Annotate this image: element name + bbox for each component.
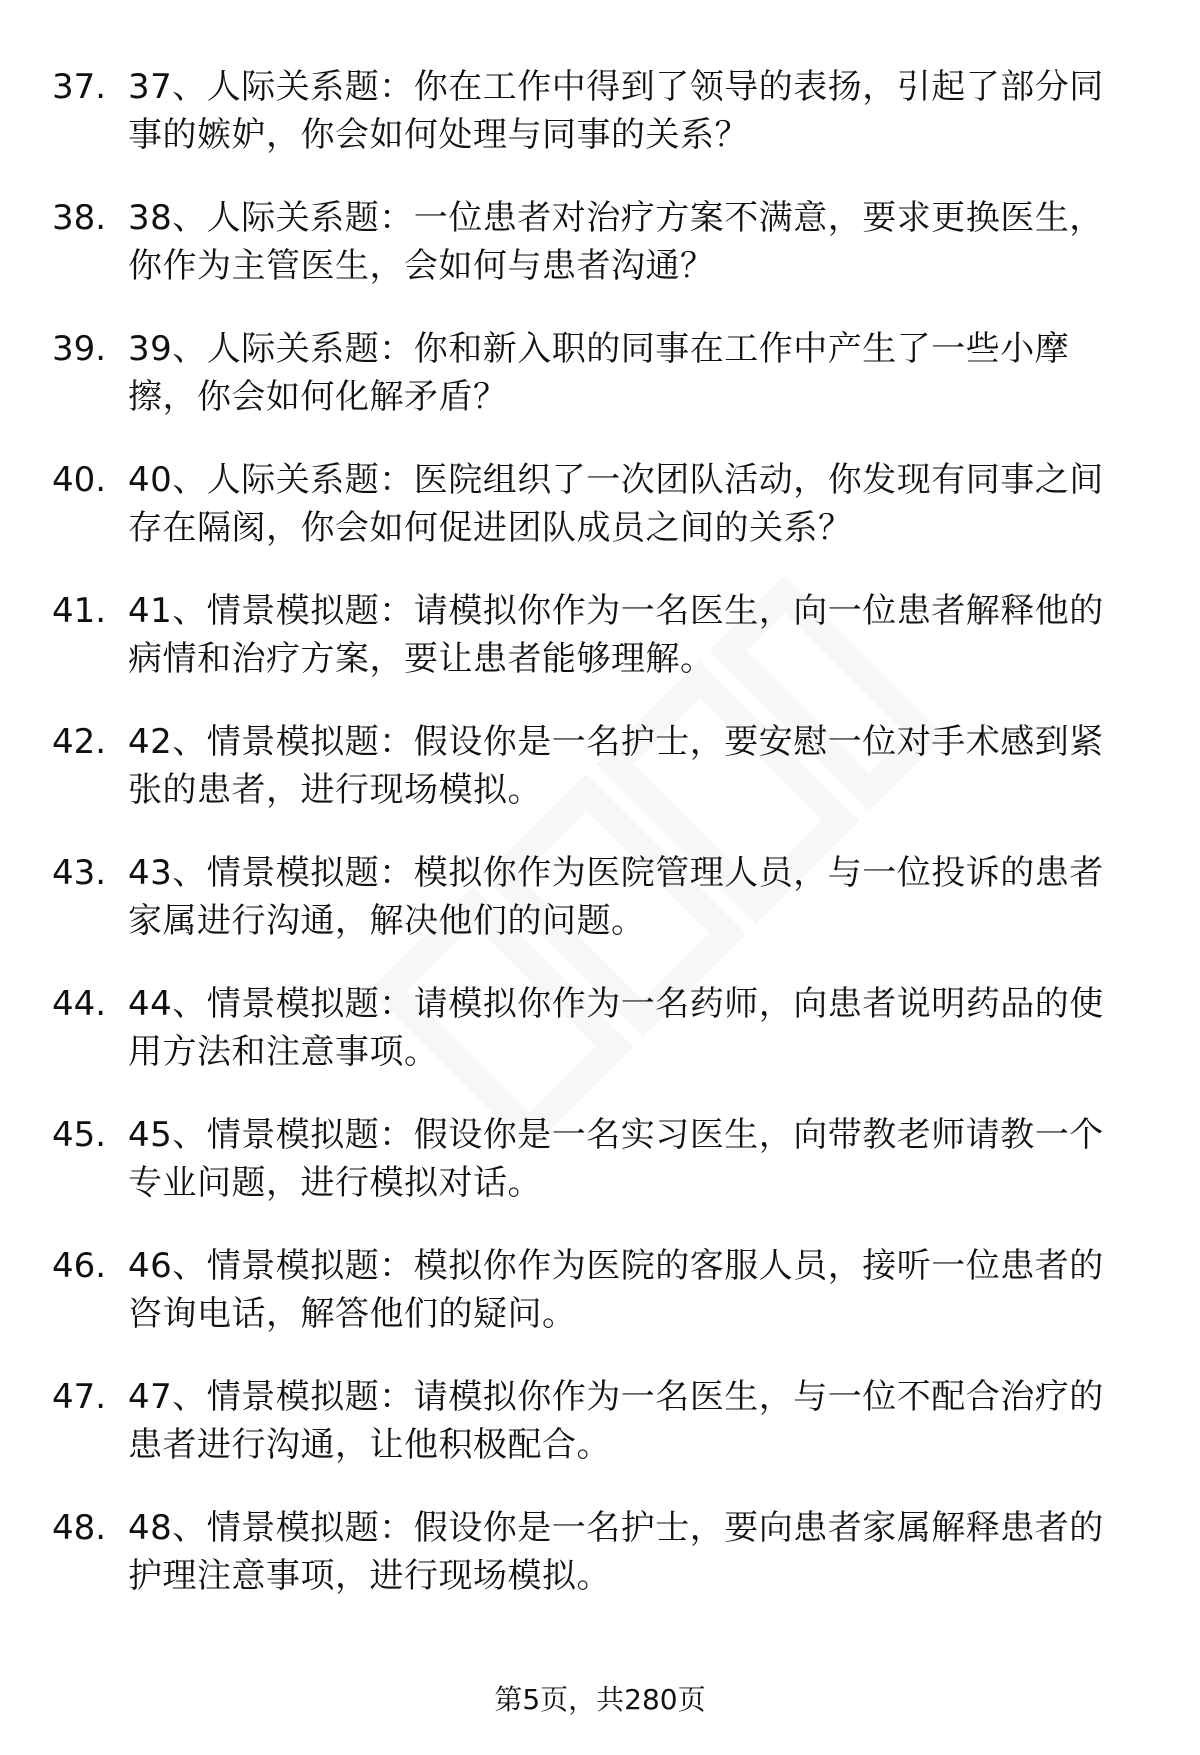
question-item: [52, 841, 1152, 972]
question-text: 38、人际关系题：一位患者对治疗方案不满意，要求更换医生，你作为主管医生，会如何与患者沟通？: [128, 198, 1104, 286]
page-number-footer: 第5页，共280页: [494, 1683, 706, 1716]
question-item: [52, 1103, 1152, 1234]
question-number: 37.: [52, 67, 107, 107]
question-text: 43、情景模拟题：模拟你作为医院管理人员，与一位投诉的患者家属进行沟通，解决他们的问题。: [128, 853, 1104, 941]
question-item: [52, 1365, 1152, 1496]
question-text: 39、人际关系题：你和新入职的同事在工作中产生了一些小摩擦，你会如何化解矛盾？: [128, 329, 1070, 417]
question-number: 38.: [52, 198, 107, 238]
question-item: [52, 55, 1152, 186]
question-number: 41.: [52, 591, 107, 631]
question-text: 42、情景模拟题：假设你是一名护士，要安慰一位对手术感到紧张的患者，进行现场模拟。: [128, 722, 1104, 810]
question-number: 42.: [52, 722, 107, 762]
question-item: [52, 579, 1152, 710]
question-text: 47、情景模拟题：请模拟你作为一名医生，与一位不配合治疗的患者进行沟通，让他积极配合。: [128, 1377, 1104, 1465]
question-text: 44、情景模拟题：请模拟你作为一名药师，向患者说明药品的使用方法和注意事项。: [128, 984, 1104, 1072]
question-text: 46、情景模拟题：模拟你作为医院的客服人员，接听一位患者的咨询电话，解答他们的疑问。: [128, 1246, 1104, 1334]
question-item: [52, 1496, 1152, 1627]
question-item: [52, 448, 1152, 579]
question-number: 46.: [52, 1246, 107, 1286]
question-list: [52, 55, 1152, 1627]
question-number: 44.: [52, 984, 107, 1024]
question-item: [52, 1234, 1152, 1365]
question-text: 48、情景模拟题：假设你是一名护士，要向患者家属解释患者的护理注意事项，进行现场模拟。: [128, 1508, 1104, 1596]
question-number: 47.: [52, 1377, 107, 1417]
question-text: 41、情景模拟题：请模拟你作为一名医生，向一位患者解释他的病情和治疗方案，要让患者能够理解。: [128, 591, 1104, 679]
question-text: 40、人际关系题：医院组织了一次团队活动，你发现有同事之间存在隔阂，你会如何促进团队成员之间的关系？: [128, 460, 1104, 548]
question-number: 39.: [52, 329, 107, 369]
question-item: [52, 317, 1152, 448]
question-item: [52, 186, 1152, 317]
question-number: 40.: [52, 460, 107, 500]
question-item: [52, 710, 1152, 841]
question-text: 37、人际关系题：你在工作中得到了领导的表扬，引起了部分同事的嫉妒，你会如何处理与同事的关系？: [128, 67, 1104, 155]
question-number: 48.: [52, 1508, 107, 1548]
question-item: [52, 972, 1152, 1103]
question-text: 45、情景模拟题：假设你是一名实习医生，向带教老师请教一个专业问题，进行模拟对话。: [128, 1115, 1104, 1203]
question-number: 45.: [52, 1115, 107, 1155]
question-number: 43.: [52, 853, 107, 893]
